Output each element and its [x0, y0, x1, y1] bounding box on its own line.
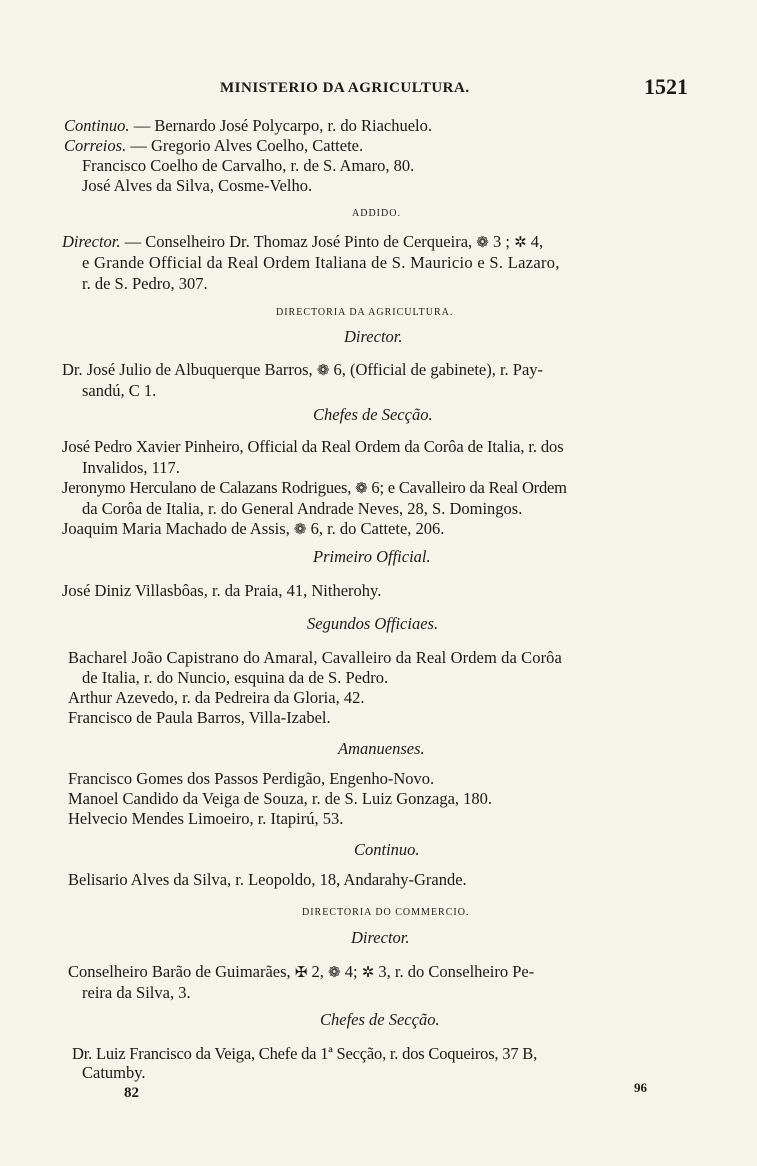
signature-mark-right: 96	[634, 1080, 647, 1095]
entry-text: 4;	[344, 962, 358, 981]
section-heading: DIRECTORIA DA AGRICULTURA.	[276, 307, 454, 318]
subsection-heading: Director.	[344, 327, 403, 346]
star-icon: ✲	[361, 965, 375, 981]
page-number: 1521	[644, 74, 688, 99]
entry-text: Dr. José Julio de Albuquerque Barros,	[62, 360, 313, 379]
entry-text: 3 ;	[492, 232, 510, 251]
cross-icon: ✠	[294, 965, 308, 981]
text-line: Helvecio Mendes Limoeiro, r. Itapirú, 53.	[68, 809, 344, 828]
entry-text: — Gregorio Alves Coelho, Cattete.	[130, 136, 364, 155]
subsection-heading: Director.	[351, 928, 410, 947]
text-line	[62, 232, 543, 252]
section-heading: ADDIDO.	[352, 208, 401, 219]
text-line: reira da Silva, 3.	[82, 983, 191, 1002]
entry-text: Conselheiro Barão de Guimarães,	[68, 962, 291, 981]
subsection-heading: Amanuenses.	[338, 739, 425, 758]
text-line: José Diniz Villasbôas, r. da Praia, 41, Nitherohy.	[62, 581, 382, 600]
text-line	[64, 116, 432, 136]
section-heading: DIRECTORIA DO COMMERCIO.	[302, 907, 470, 918]
text-line: Francisco de Paula Barros, Villa-Izabel.	[68, 708, 331, 727]
text-line	[62, 519, 444, 539]
subsection-heading: Segundos Officiaes.	[307, 614, 439, 633]
entry-text: 6; e Cavalleiro da Real Ordem	[371, 478, 567, 497]
subsection-heading: Primeiro Official.	[313, 547, 431, 566]
text-line: Dr. Luiz Francisco da Veiga, Chefe da 1ª Secção, r. dos Coqueiros, 37 B,	[72, 1044, 538, 1063]
subsection-heading: Chefes de Secção.	[320, 1010, 440, 1029]
rose-icon: ❁	[328, 965, 341, 981]
text-line: José Alves da Silva, Cosme-Velho.	[82, 176, 313, 195]
text-line	[62, 478, 567, 498]
rose-icon: ❁	[476, 235, 489, 251]
text-line: de Italia, r. do Nuncio, esquina da de S. Pedro.	[82, 668, 389, 687]
text-line: Francisco Gomes dos Passos Perdigão, Engenho-Novo.	[68, 769, 435, 788]
text-line: Belisario Alves da Silva, r. Leopoldo, 18, Andarahy-Grande.	[68, 870, 467, 889]
role-label: Correios.	[64, 136, 127, 155]
subsection-heading: Continuo.	[354, 840, 420, 859]
entry-text: Joaquim Maria Machado de Assis,	[62, 519, 290, 538]
text-line: Manoel Candido da Veiga de Souza, r. de S. Luiz Gonzaga, 180.	[68, 789, 493, 808]
text-line: Invalidos, 117.	[82, 458, 180, 477]
entry-text: 6, r. do Cattete, 206.	[310, 519, 445, 538]
signature-mark-left: 82	[124, 1085, 139, 1101]
text-line: e Grande Official da Real Ordem Italiana de S. Mauricio e S. Lazaro,	[82, 253, 560, 272]
text-line: Bacharel João Capistrano do Amaral, Cavalleiro da Real Ordem da Corôa	[68, 648, 562, 667]
text-line	[62, 360, 543, 380]
text-line: r. de S. Pedro, 307.	[82, 274, 208, 293]
role-label: Continuo.	[64, 116, 130, 135]
role-label: Director.	[62, 232, 121, 251]
entry-text: 6, (Official de gabinete), r. Pay-	[333, 360, 544, 379]
text-line: sandú, C 1.	[82, 381, 157, 400]
star-icon: ✲	[514, 235, 527, 251]
rose-icon: ❁	[355, 481, 368, 497]
entry-text: 4,	[530, 232, 544, 251]
text-line: Catumby.	[82, 1063, 146, 1082]
rose-icon: ❁	[293, 522, 307, 538]
text-line: Arthur Azevedo, r. da Pedreira da Gloria, 42.	[68, 688, 365, 707]
text-line	[64, 136, 363, 156]
entry-text: 3, r. do Conselheiro Pe-	[378, 962, 535, 981]
entry-text: — Bernardo José Polycarpo, r. do Riachuelo.	[133, 116, 433, 135]
entry-text: Jeronymo Herculano de Calazans Rodrigues,	[62, 478, 352, 497]
rose-icon: ❁	[316, 363, 330, 379]
text-line: José Pedro Xavier Pinheiro, Official da Real Ordem da Corôa de Italia, r. dos	[62, 437, 564, 456]
entry-text: — Conselheiro Dr. Thomaz José Pinto de Cerqueira,	[124, 232, 473, 251]
text-line: Francisco Coelho de Carvalho, r. de S. Amaro, 80.	[82, 156, 415, 175]
text-line: da Corôa de Italia, r. do General Andrade Neves, 28, S. Domingos.	[82, 499, 523, 518]
running-title: MINISTERIO DA AGRICULTURA.	[220, 80, 470, 96]
subsection-heading: Chefes de Secção.	[313, 405, 433, 424]
text-line	[68, 962, 534, 982]
entry-text: 2,	[311, 962, 324, 981]
